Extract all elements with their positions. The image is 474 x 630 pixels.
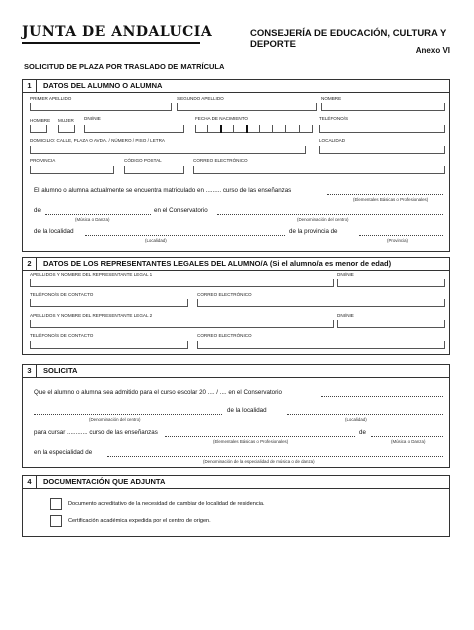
hombre-label: HOMBRE [30,118,51,123]
date-separator [233,125,234,133]
ensenanzas-hint: (Elementales Básicas o Profesionales) [353,197,429,202]
rep1-telefono-field[interactable] [30,299,188,307]
especialidad-hint: (Denominación de la especialidad de música o de danza) [203,459,315,464]
rep2-dni-field[interactable] [337,320,445,328]
ensenanzas-line[interactable] [327,194,443,195]
mujer-checkbox[interactable] [58,125,75,133]
localidad-field[interactable] [319,146,445,154]
nombre-field[interactable] [321,103,445,111]
admision-text: Que el alumno o alumna sea admitido para el curso escolar 20 .... / .... en el Conservatorio [34,389,282,396]
section-header [23,80,449,93]
provincia-text: de la provincia de [289,228,338,235]
date-separator [207,125,208,133]
codigo-postal-label: CÓDIGO POSTAL [124,158,162,163]
date-separator [285,125,286,133]
section-title: DATOS DEL ALUMNO O ALUMNA [43,81,163,90]
rep1-dni-label: DNI/NIE [337,272,354,277]
nombre-label: NOMBRE [321,96,342,101]
de-text: de [359,429,366,436]
rep1-correo-label: CORREO ELECTRÓNICO [197,292,252,297]
localidad-text: de la localidad [227,407,267,414]
musica-danza-hint: (Música o Danza) [391,439,426,444]
rep1-dni-field[interactable] [337,279,445,287]
matricula-text: El alumno o alumna actualmente se encuentra matriculado en ......... curso de las enseñanzas [34,187,292,194]
segundo-apellido-label: SEGUNDO APELLIDO [177,96,224,101]
localidad-line[interactable] [287,414,443,415]
rep2-field[interactable] [30,320,334,328]
section-alumno [22,79,450,252]
provincia-hint: (Provincia) [387,238,408,243]
localidad-line[interactable] [85,235,285,236]
primer-apellido-field[interactable] [30,103,172,111]
correo-label: CORREO ELECTRÓNICO [193,158,248,163]
provincia-line[interactable] [359,235,443,236]
rep2-dni-label: DNI/NIE [337,313,354,318]
date-separator [299,125,300,133]
date-separator [246,125,248,133]
doc1-checkbox[interactable] [50,498,62,510]
doc2-checkbox[interactable] [50,515,62,527]
doc1-label: Documento acreditativo de la necesidad de cambiar de localidad de residencia. [68,501,265,507]
section-title: SOLICITA [43,366,78,375]
cursar-text: para cursar ............ curso de las enseñanzas [34,429,158,436]
rep2-correo-field[interactable] [197,341,445,349]
primer-apellido-label: PRIMER APELLIDO [30,96,72,101]
centro-hint: (Denominación del centro) [297,217,349,222]
rep1-correo-field[interactable] [197,299,445,307]
section-header [23,476,449,489]
section-number: 4 [23,476,37,488]
section-header [23,258,449,271]
conservatorio-line[interactable] [321,396,443,397]
rep2-label: APELLIDOS Y NOMBRE DEL REPRESENTANTE LEGAL 2 [30,313,153,318]
date-separator [272,125,273,133]
rep2-telefono-label: TELÉFONO/S DE CONTACTO [30,333,94,338]
hombre-checkbox[interactable] [30,125,47,133]
anexo-label: Anexo VI [415,46,450,55]
conservatorio-text: en el Conservatorio [154,207,208,214]
provincia-field[interactable] [30,166,114,174]
section-number: 1 [23,80,37,92]
rep1-label: APELLIDOS Y NOMBRE DEL REPRESENTANTE LEGAL 1 [30,272,153,277]
dni-label: DNI/NIE [84,116,101,121]
section-solicita [22,364,450,468]
fecha-nacimiento-label: FECHA DE NACIMIENTO [195,116,249,121]
especialidad-line[interactable] [107,456,443,457]
dni-field[interactable] [84,125,184,133]
localidad-text: de la localidad [34,228,74,235]
consejeria-title: CONSEJERÍA DE EDUCACIÓN, CULTURA Y DEPORTE [250,28,447,50]
especialidad-text: en la especialidad de [34,449,93,456]
musica-danza-hint: (Música o Danza) [75,217,110,222]
telefono-field[interactable] [319,125,445,133]
section-header [23,365,449,378]
localidad-label: LOCALIDAD [319,138,346,143]
doc2-label: Certificación académica expedida por el centro de origen. [68,518,211,524]
section-title: DOCUMENTACIÓN QUE ADJUNTA [43,477,166,486]
section-number: 3 [23,365,37,377]
rep2-telefono-field[interactable] [30,341,188,349]
telefono-label: TELÉFONO/S [319,116,349,121]
section-documentacion [22,475,450,537]
localidad-hint: (Localidad) [345,417,367,422]
rep1-telefono-label: TELÉFONO/S DE CONTACTO [30,292,94,297]
ensenanzas-hint: (Elementales Básicas o Profesionales) [213,439,289,444]
domicilio-label: DOMICILIO: CALLE, PLAZA O AVDA. / NÚMERO / PISO / LETRA [30,138,165,143]
centro-line[interactable] [34,414,222,415]
centro-hint: (Denominación del centro) [89,417,141,422]
codigo-postal-field[interactable] [124,166,184,174]
mujer-label: MUJER [58,118,74,123]
provincia-label: PROVINCIA [30,158,56,163]
segundo-apellido-field[interactable] [177,103,317,111]
ensenanzas-line[interactable] [165,436,355,437]
form-title: SOLICITUD DE PLAZA POR TRASLADO DE MATRÍCULA [24,62,225,71]
de-text: de [34,207,41,214]
fecha-nacimiento-field[interactable] [195,125,313,133]
rep1-field[interactable] [30,279,334,287]
domicilio-field[interactable] [30,146,306,154]
logo-underline [22,42,200,44]
date-separator [259,125,260,133]
localidad-hint: (Localidad) [145,238,167,243]
musica-danza-line[interactable] [45,214,151,215]
date-separator [220,125,222,133]
junta-logo: JUNTA DE ANDALUCIA [22,24,213,40]
correo-field[interactable] [193,166,445,174]
section-title: DATOS DE LOS REPRESENTANTES LEGALES DEL ALUMNO/A (Si el alumno/a es menor de edad) [43,259,392,268]
section-representantes [22,257,450,355]
centro-line[interactable] [217,214,443,215]
rep2-correo-label: CORREO ELECTRÓNICO [197,333,252,338]
musica-danza-line[interactable] [371,436,443,437]
section-number: 2 [23,258,37,270]
